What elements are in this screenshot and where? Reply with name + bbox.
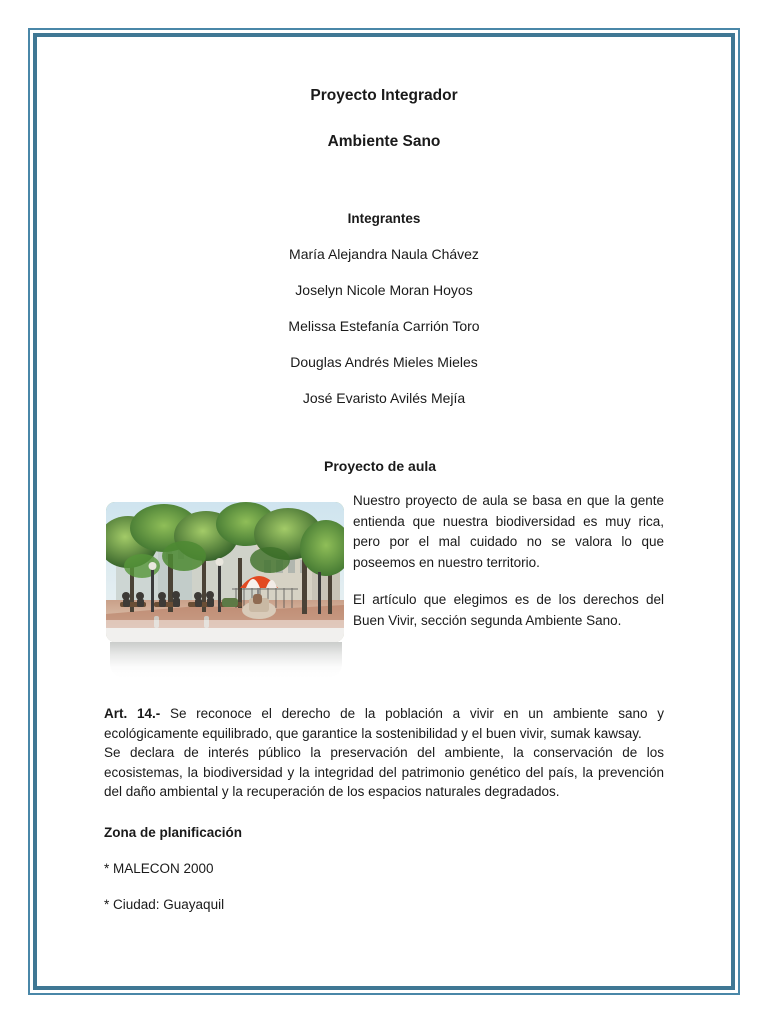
class-project-heading: Proyecto de aula xyxy=(324,458,437,474)
document-title-line-2: Ambiente Sano xyxy=(327,132,441,150)
member-name-1: María Alejandra Naula Chávez xyxy=(289,246,479,262)
planning-zone-item-1: * MALECON 2000 xyxy=(104,860,214,876)
class-project-paragraph-1: Nuestro proyecto de aula se basa en que la gente entienda que nuestra biodiversidad es muy rica, pero por el mal cuidado no se valora lo que poseemos en nuestro territorio. xyxy=(353,493,664,570)
article-paragraph-2: Se declara de interés público la preservación del ambiente, la conservación de los ecosistemas, la biodiversidad y la integridad del patrimonio genético del país, la prevención del daño ambiental y la recuperación de los espacios naturales degradados. xyxy=(104,745,664,799)
class-project-paragraph-2: El artículo que elegimos es de los derechos del Buen Vivir, sección segunda Ambiente Sano. xyxy=(353,592,664,628)
planning-zone-item-2: * Ciudad: Guayaquil xyxy=(104,896,225,912)
member-name-3: Melissa Estefanía Carrión Toro xyxy=(288,318,480,334)
article-block xyxy=(104,704,664,802)
class-project-text xyxy=(353,491,664,631)
document-content xyxy=(104,80,664,912)
member-name-5: José Evaristo Avilés Mejía xyxy=(302,390,466,406)
member-name-4: Douglas Andrés Mieles Mieles xyxy=(290,354,478,370)
members-heading: Integrantes xyxy=(347,211,421,226)
member-name-2: Joselyn Nicole Moran Hoyos xyxy=(295,282,473,298)
class-project-block xyxy=(104,491,664,666)
plaza-park-photo xyxy=(106,502,344,642)
article-label: Art. 14.- xyxy=(104,706,161,721)
document-title-line-1: Proyecto Integrador xyxy=(310,87,458,104)
planning-zone-heading: Zona de planificación xyxy=(104,824,243,840)
plaza-photo-figure xyxy=(106,502,348,680)
article-paragraph-1-text: Se reconoce el derecho de la población a vivir en un ambiente sano y ecológicamente equilibrado, que garantice la sostenibilidad y el buen vivir, sumak kawsay. xyxy=(104,706,664,741)
photo-reflection xyxy=(110,642,342,678)
article-paragraph-1 xyxy=(104,704,664,743)
